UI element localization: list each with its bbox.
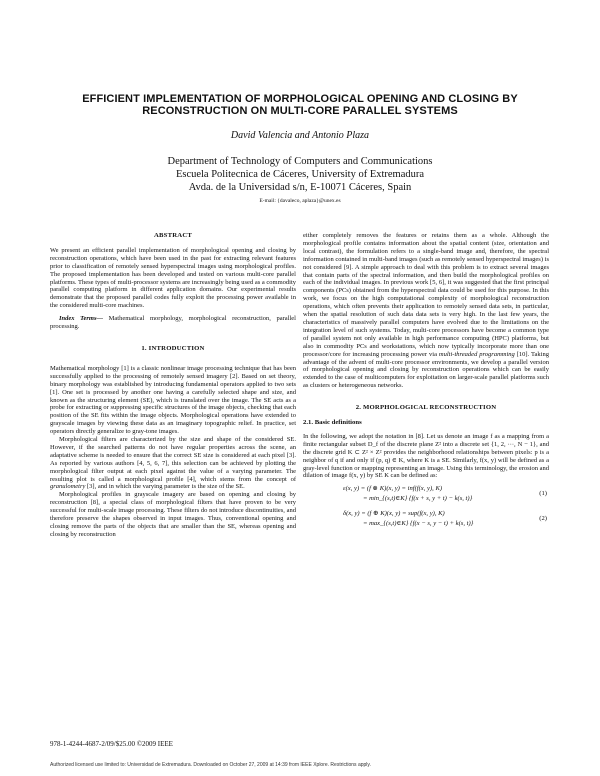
index-terms-text: Mathematical morphology, morphological reconstruction, parallel processing.: [50, 315, 296, 331]
authors: David Valencia and Antonio Plaza: [230, 130, 370, 141]
section-2-heading: 2. MORPHOLOGICAL RECONSTRUCTION: [355, 404, 497, 412]
equation-1-line-2: = min_{(s,t)∈K} {f(x + s, y + t) − k(s, t)}: [363, 495, 473, 503]
granulometry-term: granulometry: [50, 483, 86, 491]
equation-2-line-2: = max_{(s,t)∈K} {f(x − s, y − t) + k(s, t)}: [363, 520, 474, 528]
affiliation: [0, 155, 600, 194]
right-column: [303, 232, 549, 530]
subsection-2-1-heading: 2.1. Basic definitions: [303, 419, 362, 427]
index-terms: [50, 315, 296, 331]
intro-paragraph-2: Morphological filters are characterized by the size and shape of the considered SE. However, if the searched patterns do not have regular properties across the scene, an adaptative scheme is needed to ensure that the correct SE size is considered at each pixel [3]. As reported by various authors [4, 5, 6, 7], this selection can be achieved by plotting the morphological filter output at each pixel against the value of a varying parameter. The resulting plot is called a morphological profile [4], which stems from the concept of granulometry [3], and in which the varying parameter is the size of the SE.: [50, 436, 296, 491]
intro-paragraph-1: Mathematical morphology [1] is a classic nonlinear image processing technique that has been successfully applied to the processing of remotely sensed imagery [2]. Based on set theory, binary morphology was established by introducing fundamental operators applied to two sets [1]. One set is processed by another one having a carefully selected shape and size, and known as the structuring element (SE), which is translated over the image. The SE acts as a probe for extracting or suppressing specific structures of the image objects, checking that each position of the SE fits within the image objects. Morphological operations have extended to grayscale images by viewing these data as an imaginary topographic relief. In practice, set operators directly generalize to gray-tone images.: [50, 364, 296, 436]
equation-1-number: (1): [539, 490, 547, 498]
affiliation-line-1: Department of Technology of Computers and Communications: [167, 156, 433, 167]
title-line-1: EFFICIENT IMPLEMENTATION OF MORPHOLOGICAL OPENING AND CLOSING BY: [82, 93, 518, 105]
equation-1: [303, 485, 549, 505]
title-line-2: RECONSTRUCTION ON MULTI-CORE PARALLEL SYSTEMS: [142, 105, 458, 117]
intro-heading: 1. INTRODUCTION: [141, 344, 205, 352]
equation-2-line-1: δ(x, y) = (f ⊕ K)(x, y) = sup(f(x, y), K): [343, 510, 445, 518]
left-column: [50, 232, 296, 539]
definitions-paragraph: In the following, we adopt the notation in [8]. Let us denote an image f as a mapping from a finite rectangular subset D_f of the discrete plane Z² into a discrete set {1, 2, ···, N − 1}, and the discrete grid K ⊂ Z² × Z² provides the neighborhood relationships between pixels: p is a neighbor of q if and only if (p, q) ∈ K, where K is a SE. Similarly, f(x, y) will be defined as a gray-level function or mapping representing an image. Using this terminology, the erosion and dilation of image f(x, y) by SE K can be defined as:: [303, 432, 549, 480]
abstract-text: We present an efficient parallel implementation of morphological opening and closing by reconstruction operations, which have been used in the past for extracting relevant features prior to classification of remotely sensed hyperspectral images using morphological profiles. The proposed implementation has been developed and tested on various multi-core parallel platforms. These types of multi-processor systems are increasingly being used as a commodity parallel computing platform in different application domains. Our experimental results demonstrate that the proposed parallel codes fully exploit the processing power available in the considered multi-core machines.: [50, 246, 296, 310]
right-paragraph-1: either completely removes the features or retains them as a whole. Although the morphological profile contains information about the spatial content (size, orientation and local contrast), the formulation refers to a single-band image and, therefore, the spectral information contained in multi-band images (such as remotely sensed hyperspectral images) is not considered [9]. A simple approach to deal with this problem is to extract several images that contain parts of the spectral information, and then build the morphological profiles on each of the individual images. In previous work [5, 6], it was suggested that the first principal components (PCs) obtained from the hyperspectral data could be used for this purpose. In this work, we focus on the high computational complexity of morphological reconstruction operations, which often prevents their application to remotely sensed data sets, in particular, when the spatial resolution of such data data sets is very high. In the last few years, the characteristics of massively parallel computers have evolved due to the limitations on the integration level of such systems. Today, multi-core processors have become a common type of parallel system not only available in high performance computing (HPC) platforms, but also in commodity PCs and workstations, which now typically incorporate more than one processor/core for increasing processing power via multi-threaded programming [10]. Taking advantage of the advent of multi-core processor environments, we develop a parallel version of morphological opening and closing by reconstruction operations which can be easily extended to the case of multicomputers for exploitation on larger-scale parallel platforms such as clusters or heterogeneous networks.: [303, 232, 549, 390]
index-terms-label: Index Terms—: [59, 315, 104, 323]
equation-1-line-1: ε(x, y) = (f ⊗ K)(x, y) = inf(f(x, y), K): [343, 485, 443, 493]
equation-2: [303, 510, 549, 530]
affiliation-line-2: Escuela Politecnica de Cáceres, University of Extremadura: [175, 169, 425, 180]
isbn-copyright: 978-1-4244-4687-2/09/$25.00 ©2009 IEEE: [50, 740, 173, 748]
paper-title: [30, 93, 570, 117]
multithreaded-term: multi-threaded programming: [438, 350, 515, 358]
affiliation-line-3: Avda. de la Universidad s/n, E-10071 Cáceres, Spain: [188, 182, 412, 193]
license-notice: Authorized licensed use limited to: Universidad de Extremadura. Downloaded on October 27, 2009 at 14:39 from IEEE Xplore. Restrictions apply.: [50, 762, 371, 768]
abstract-heading: ABSTRACT: [153, 232, 193, 239]
email: E-mail: {davaleco, aplaza}@unex.es: [259, 198, 341, 204]
equation-2-number: (2): [539, 515, 547, 523]
intro-paragraph-3: Morphological profiles in grayscale imagery are based on opening and closing by reconstruction [8], a special class of morphological filters that have proven to be very successful for multi-scale image processing. These filters do not introduce discontinuities, and therefore preserve the shapes observed in input images. Thus, conventional opening and closing remove the parts of the objects that are smaller than the SE, whereas opening and closing by reconstruction: [50, 491, 296, 538]
